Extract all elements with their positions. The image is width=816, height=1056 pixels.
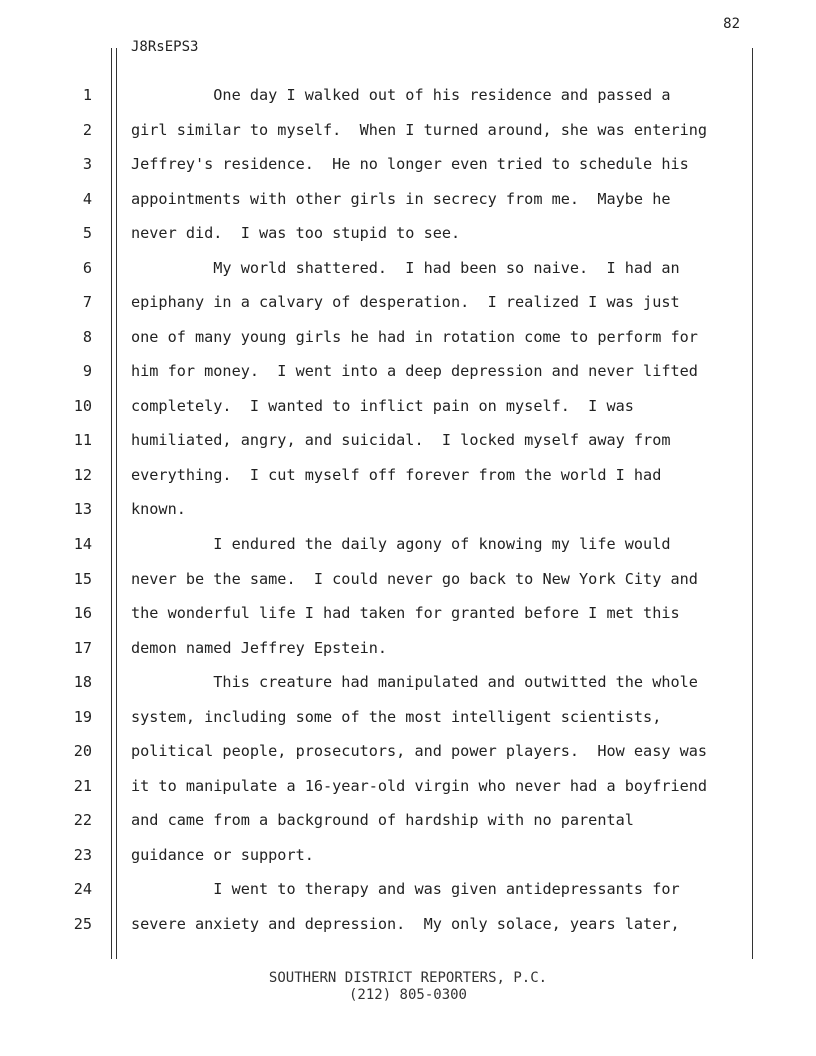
line-text: guidance or support. xyxy=(131,845,314,864)
line-number: 1 xyxy=(82,86,92,104)
line-number: 2 xyxy=(82,120,92,139)
line-text: and came from a background of hardship with no parental xyxy=(131,811,634,830)
transcript-line xyxy=(0,533,816,555)
transcript-line xyxy=(0,740,816,762)
line-number: 7 xyxy=(82,293,92,312)
line-text: epiphany in a calvary of desperation. I realized I was just xyxy=(131,293,680,312)
transcript-line xyxy=(0,809,816,831)
line-number: 10 xyxy=(73,396,92,415)
line-number: 6 xyxy=(82,258,92,277)
transcript-line xyxy=(0,913,816,935)
line-text: Jeffrey's residence. He no longer even tried to schedule his xyxy=(131,155,689,174)
transcript-line xyxy=(0,671,816,693)
line-text: political people, prosecutors, and power players. How easy was xyxy=(131,742,708,761)
line-text: girl similar to myself. When I turned around, she was entering xyxy=(131,120,708,139)
line-text: the wonderful life I had taken for granted before I met this xyxy=(131,604,680,623)
transcript-line xyxy=(0,291,816,313)
line-number: 18 xyxy=(73,673,92,692)
case-id: J8RsEPS3 xyxy=(131,39,199,55)
transcript-line xyxy=(0,360,816,382)
line-text: never be the same. I could never go back to New York City and xyxy=(131,569,698,588)
transcript-line xyxy=(0,153,816,175)
line-number: 16 xyxy=(73,604,92,623)
line-number: 23 xyxy=(73,845,92,864)
transcript-line xyxy=(0,429,816,451)
line-number: 9 xyxy=(82,362,92,381)
transcript-line xyxy=(0,188,816,210)
line-number: 12 xyxy=(73,465,92,484)
line-text: demon named Jeffrey Epstein. xyxy=(131,638,388,657)
line-number: 22 xyxy=(73,811,92,830)
reporter-phone: (212) 805-0300 xyxy=(348,987,467,1003)
transcript-line xyxy=(0,119,816,141)
line-text: completely. I wanted to inflict pain on myself. I was xyxy=(131,396,634,415)
line-text: appointments with other girls in secrecy from me. Maybe he xyxy=(131,189,671,208)
transcript-line xyxy=(0,395,816,417)
transcript-line xyxy=(0,568,816,590)
line-text: system, including some of the most intelligent scientists, xyxy=(131,707,662,726)
reporter-name: SOUTHERN DISTRICT REPORTERS, P.C. xyxy=(268,970,548,986)
line-text: I endured the daily agony of knowing my life would xyxy=(131,535,671,554)
line-number: 4 xyxy=(82,189,92,208)
transcript-line xyxy=(0,222,816,244)
line-number: 15 xyxy=(73,569,92,588)
transcript-line xyxy=(0,602,816,624)
transcript-line xyxy=(0,326,816,348)
line-number: 17 xyxy=(73,638,92,657)
line-text: I went to therapy and was given antidepressants for xyxy=(131,880,680,899)
transcript-line xyxy=(0,498,816,520)
line-number: 25 xyxy=(73,914,92,933)
line-text: him for money. I went into a deep depression and never lifted xyxy=(131,362,698,381)
line-text: severe anxiety and depression. My only solace, years later, xyxy=(131,914,680,933)
footer xyxy=(0,970,816,1004)
line-text: humiliated, angry, and suicidal. I locked myself away from xyxy=(131,431,671,450)
line-number: 13 xyxy=(73,500,92,519)
transcript-line xyxy=(0,706,816,728)
line-number: 21 xyxy=(73,776,92,795)
line-number: 11 xyxy=(73,431,92,450)
line-text: My world shattered. I had been so naive. I had an xyxy=(131,258,680,277)
line-number: 20 xyxy=(73,742,92,761)
line-text: never did. I was too stupid to see. xyxy=(131,224,461,243)
transcript-line xyxy=(0,878,816,900)
line-text: This creature had manipulated and outwitted the whole xyxy=(131,673,698,692)
line-number: 8 xyxy=(82,327,92,346)
transcript-line xyxy=(0,775,816,797)
transcript-line xyxy=(0,84,816,106)
line-number: 5 xyxy=(82,224,92,243)
line-number: 3 xyxy=(82,155,92,174)
line-number: 19 xyxy=(73,707,92,726)
transcript-line xyxy=(0,844,816,866)
line-number: 24 xyxy=(73,880,92,899)
line-text: One day I walked out of his residence and passed a xyxy=(131,86,671,104)
page-number: 82 xyxy=(723,16,740,32)
transcript-line xyxy=(0,637,816,659)
line-text: everything. I cut myself off forever from the world I had xyxy=(131,465,662,484)
line-text: it to manipulate a 16-year-old virgin who never had a boyfriend xyxy=(131,776,708,795)
line-number: 14 xyxy=(73,535,92,554)
transcript-line xyxy=(0,464,816,486)
line-text: known. xyxy=(131,500,186,519)
line-text: one of many young girls he had in rotation come to perform for xyxy=(131,327,698,346)
transcript-line xyxy=(0,257,816,279)
